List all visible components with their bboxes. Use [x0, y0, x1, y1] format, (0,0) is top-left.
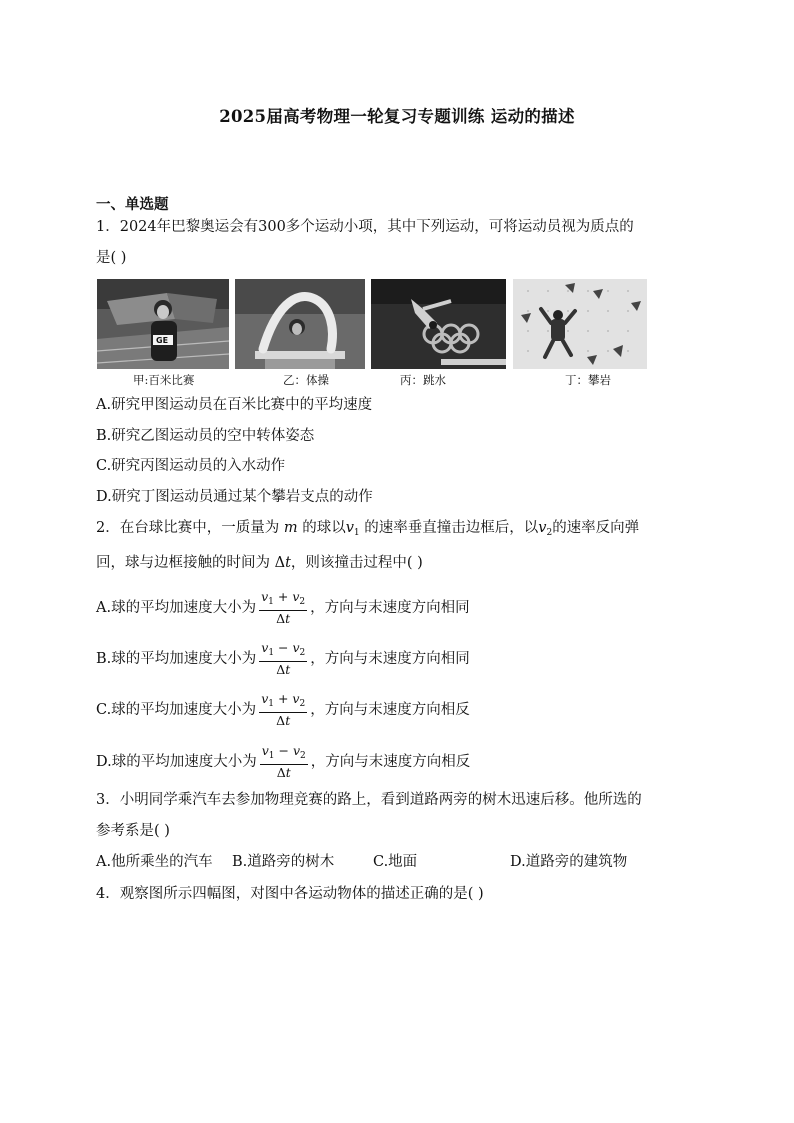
q3-option-c: C.地面: [373, 854, 418, 870]
q1-option-c: C.研究丙图运动员的入水动作: [96, 458, 286, 474]
section-heading: 一、单选题: [96, 196, 169, 213]
q1-stem-line2: 是( ): [96, 250, 127, 266]
fraction: $\frac{v_1 - v_2}{\Delta t}$: [261, 640, 306, 677]
photo-sprint: [97, 279, 229, 369]
q1-option-a: A.研究甲图运动员在百米比赛中的平均速度: [96, 397, 373, 413]
caption-climbing: 丁：攀岩: [565, 373, 611, 387]
caption-sprint: 甲:百米比赛: [133, 373, 195, 387]
q2-stem-line1: 2．在台球比赛中，一质量为 m 的球以$v_1$ 的速率垂直撞击边框后，以$v_2$的速率反向弹: [96, 520, 640, 538]
q3-option-b: B.道路旁的树木: [232, 854, 335, 870]
caption-diving: 丙：跳水: [400, 373, 446, 387]
q1-stem-line1: 1．2024年巴黎奥运会有300多个运动小项，其中下列运动，可将运动员视为质点的: [96, 219, 634, 235]
q4-stem-line1: 4．观察图所示四幅图，对图中各运动物体的描述正确的是( ): [96, 886, 484, 902]
q3-option-a: A.他所乘坐的汽车: [96, 854, 213, 870]
q2-stem-line2: 回，球与边框接触的时间为 Δt，则该撞击过程中( ): [96, 555, 423, 571]
var-m: m: [283, 520, 298, 536]
fraction: $\frac{v_1 + v_2}{\Delta t}$: [261, 691, 306, 728]
photo-climbing: [513, 279, 647, 369]
fraction: $\frac{v_1 + v_2}{\Delta t}$: [261, 589, 306, 626]
q1-option-d: D.研究丁图运动员通过某个攀岩支点的动作: [96, 489, 373, 505]
photo-diving: [371, 279, 506, 369]
q2-option-a: A.球的平均加速度大小为 $\frac{v_1 + v_2}{\Delta t}$ ，方向与末速度方向相同: [96, 589, 470, 626]
q1-option-b: B.研究乙图运动员的空中转体姿态: [96, 428, 315, 444]
q2-option-d: D.球的平均加速度大小为 $\frac{v_1 - v_2}{\Delta t}$ ，方向与末速度方向相反: [96, 743, 471, 780]
photo-gymnastics: [235, 279, 365, 369]
q3-option-d: D.道路旁的建筑物: [510, 854, 628, 870]
q3-stem-line2: 参考系是( ): [96, 823, 170, 839]
fraction: $\frac{v_1 - v_2}{\Delta t}$: [261, 743, 306, 780]
q3-stem-line1: 3．小明同学乘汽车去参加物理竞赛的路上，看到道路两旁的树木迅速后移。他所选的: [96, 792, 642, 808]
q2-option-b: B.球的平均加速度大小为 $\frac{v_1 - v_2}{\Delta t}$ ，方向与末速度方向相同: [96, 640, 470, 677]
page-title: 2025届高考物理一轮复习专题训练 运动的描述: [219, 107, 575, 126]
caption-gymnastics: 乙：体操: [283, 373, 329, 387]
bib-number: GE: [156, 336, 169, 345]
q2-option-c: C.球的平均加速度大小为 $\frac{v_1 + v_2}{\Delta t}$ ，方向与末速度方向相反: [96, 691, 470, 728]
